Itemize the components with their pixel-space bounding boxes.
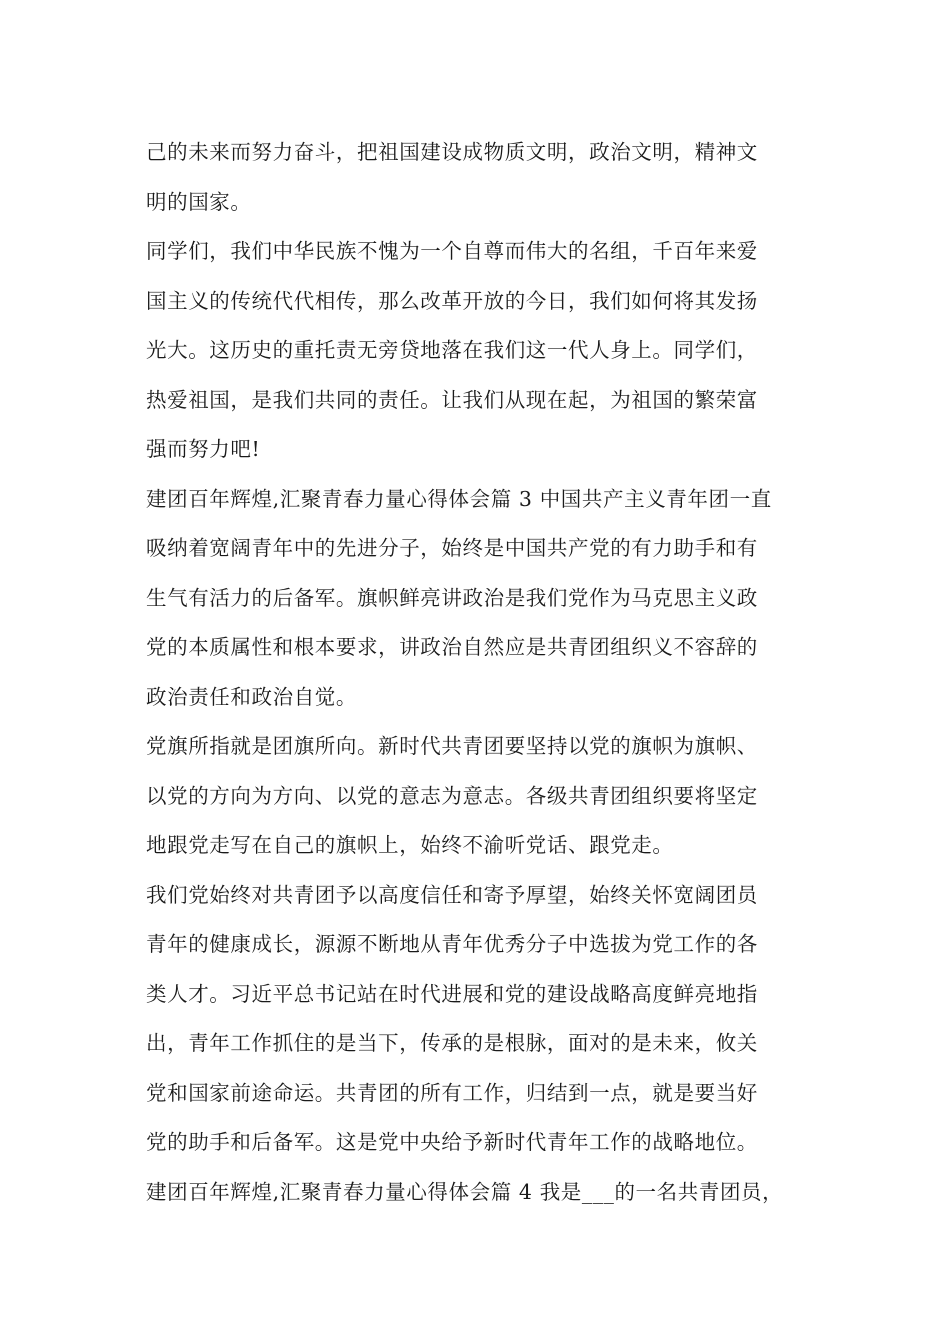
text-line: 以党的方向为方向、以党的意志为意志。各级共青团组织要将坚定 [146, 783, 758, 808]
text-line: 热爱祖国，是我们共同的责任。让我们从现在起，为祖国的繁荣富 [146, 387, 758, 412]
body-text [146, 128, 846, 1217]
text-line: 生气有活力的后备军。旗帜鲜亮讲政治是我们党作为马克思主义政 [146, 585, 758, 610]
text-line: 党旗所指就是团旗所向。新时代共青团要坚持以党的旗帜为旗帜、 [146, 734, 758, 758]
text-line: 党的助手和后备军。这是党中央给予新时代青年工作的战略地位。 [146, 1130, 758, 1154]
text-line: 党和国家前途命运。共青团的所有工作，归结到一点，就是要当好 [146, 1080, 758, 1105]
text-line: 己的未来而努力奋斗，把祖国建设成物质文明，政治文明，精神文 [146, 140, 758, 164]
text-line: 政治责任和政治自觉。 [146, 684, 357, 709]
text-line: 类人才。习近平总书记站在时代进展和党的建设战略高度鲜亮地指 [146, 981, 758, 1006]
text-line: 出，青年工作抓住的是当下，传承的是根脉，面对的是未来，攸关 [146, 1031, 758, 1055]
text-line: 同学们，我们中华民族不愧为一个自尊而伟大的名组，千百年来爱 [146, 239, 758, 263]
text-line: 建团百年辉煌,汇聚青春力量心得体会篇 3 中国共产主义青年团一直 [146, 486, 772, 511]
text-line: 党的本质属性和根本要求，讲政治自然应是共青团组织义不容辞的 [146, 635, 758, 659]
text-line: 光大。这历史的重托责无旁贷地落在我们这一代人身上。同学们， [146, 338, 758, 362]
text-line: 强而努力吧! [146, 437, 261, 461]
text-line: 国主义的传统代代相传，那么改革开放的今日，我们如何将其发扬 [146, 288, 758, 313]
text-line: 地跟党走写在自己的旗帜上，始终不渝听党话、跟党走。 [146, 833, 674, 857]
text-line: 吸纳着宽阔青年中的先进分子，始终是中国共产党的有力助手和有 [146, 536, 758, 560]
text-line: 明的国家。 [146, 189, 252, 214]
text-line: 建团百年辉煌,汇聚青春力量心得体会篇 4 我是___的一名共青团员， [146, 1179, 784, 1204]
text-line: 青年的健康成长，源源不断地从青年优秀分子中选拔为党工作的各 [146, 932, 758, 956]
text-line: 我们党始终对共青团予以高度信任和寄予厚望，始终关怀宽阔团员 [146, 882, 758, 907]
